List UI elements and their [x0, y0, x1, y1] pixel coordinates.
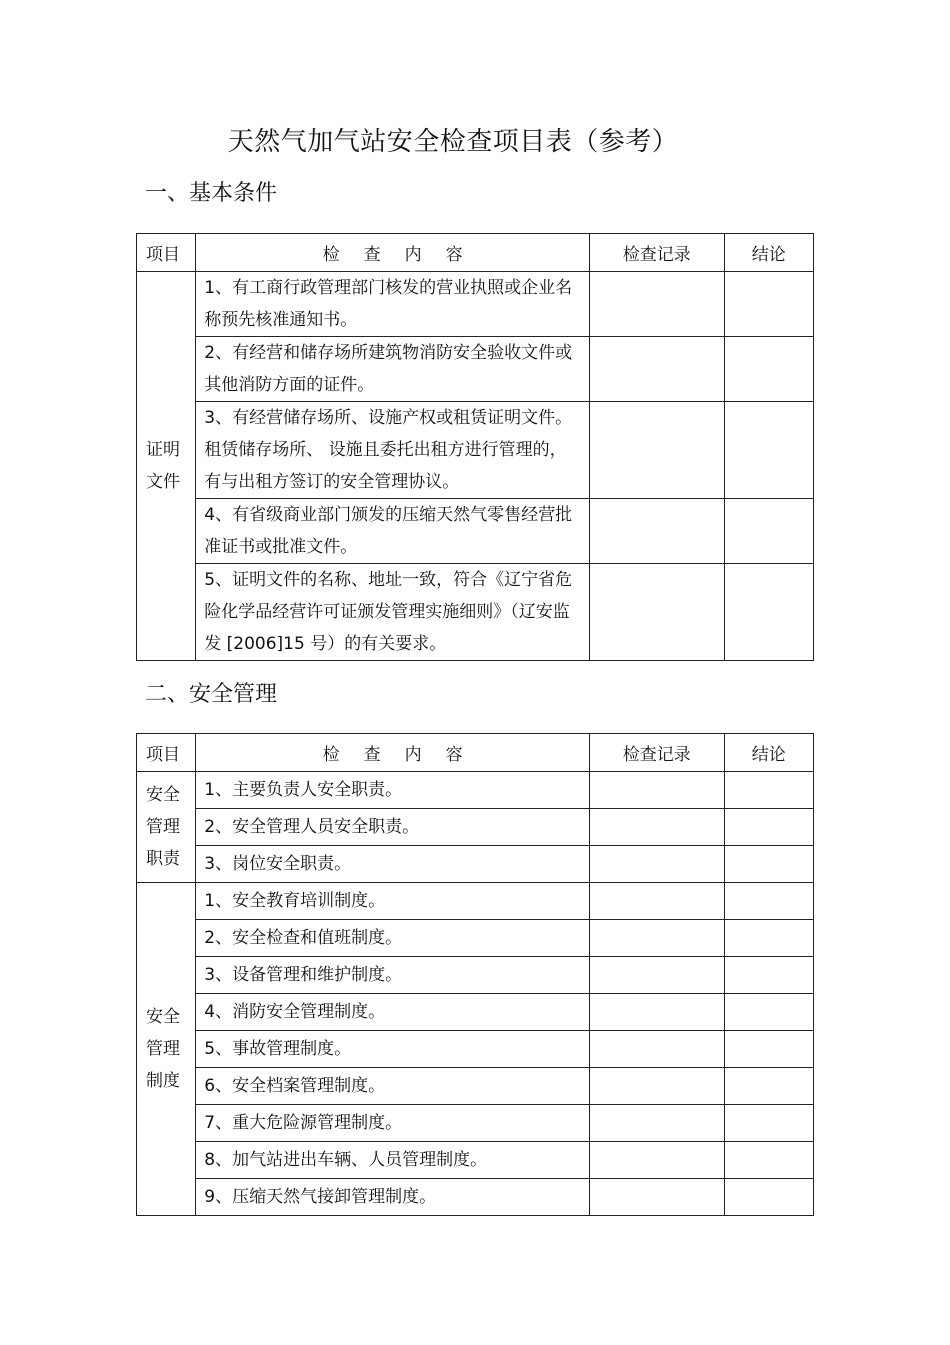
result-cell[interactable] — [724, 1142, 813, 1179]
record-cell[interactable] — [589, 272, 724, 337]
check-item-text: 3、设备管理和维护制度。 — [196, 957, 590, 994]
table-row — [137, 957, 814, 994]
check-item-text: 5、事故管理制度。 — [196, 1031, 590, 1068]
record-cell[interactable] — [589, 402, 724, 499]
record-cell[interactable] — [589, 1105, 724, 1142]
section-heading-safety-management: 二、安全管理 — [145, 682, 278, 707]
check-item-text: 9、压缩天然气接卸管理制度。 — [196, 1179, 590, 1216]
group-label-line: 安全 — [146, 1007, 180, 1027]
safety-management-table — [136, 733, 814, 1216]
column-header-content — [196, 234, 590, 272]
check-item-text: 8、加气站进出车辆、人员管理制度。 — [196, 1142, 590, 1179]
result-cell[interactable] — [724, 1179, 813, 1216]
table-row — [137, 883, 814, 920]
basic-conditions-table — [136, 233, 814, 661]
group-label-line: 制度 — [146, 1071, 180, 1091]
record-cell[interactable] — [589, 920, 724, 957]
check-item-text: 7、重大危险源管理制度。 — [196, 1105, 590, 1142]
column-header-record: 检查记录 — [589, 234, 724, 272]
document-title: 天然气加气站安全检查项目表（参考） — [227, 127, 679, 157]
table-row — [137, 1031, 814, 1068]
table-row — [137, 846, 814, 883]
check-item-text: 2、安全管理人员安全职责。 — [196, 809, 590, 846]
column-header-content-label: 检查内容 — [322, 745, 487, 765]
table-row — [137, 1142, 814, 1179]
table-row — [137, 920, 814, 957]
record-cell[interactable] — [589, 1031, 724, 1068]
table-row — [137, 994, 814, 1031]
record-cell[interactable] — [589, 772, 724, 809]
group-label-line: 管理 — [146, 1039, 180, 1059]
column-header-content-label: 检查内容 — [322, 245, 487, 265]
record-cell[interactable] — [589, 1068, 724, 1105]
column-header-result: 结论 — [724, 234, 813, 272]
record-cell[interactable] — [589, 846, 724, 883]
table-row — [137, 499, 814, 564]
group-label-line: 职责 — [146, 849, 180, 869]
group-label-line: 文件 — [146, 472, 180, 492]
check-item-text: 1、安全教育培训制度。 — [196, 883, 590, 920]
table-row — [137, 1105, 814, 1142]
group-label-line: 管理 — [146, 817, 180, 837]
column-header-result: 结论 — [724, 734, 813, 772]
result-cell[interactable] — [724, 1105, 813, 1142]
check-item-text: 3、岗位安全职责。 — [196, 846, 590, 883]
result-cell[interactable] — [724, 499, 813, 564]
table-row — [137, 1179, 814, 1216]
result-cell[interactable] — [724, 846, 813, 883]
result-cell[interactable] — [724, 564, 813, 661]
record-cell[interactable] — [589, 883, 724, 920]
result-cell[interactable] — [724, 272, 813, 337]
result-cell[interactable] — [724, 883, 813, 920]
result-cell[interactable] — [724, 772, 813, 809]
group-label-responsibilities — [137, 772, 196, 883]
check-item-text: 1、主要负责人安全职责。 — [196, 772, 590, 809]
check-item-text: 1、有工商行政管理部门核发的营业执照或企业名称预先核准通知书。 — [196, 272, 590, 337]
table-row — [137, 809, 814, 846]
record-cell[interactable] — [589, 564, 724, 661]
record-cell[interactable] — [589, 809, 724, 846]
table-header-row — [137, 734, 814, 772]
result-cell[interactable] — [724, 1068, 813, 1105]
check-item-text: 2、安全检查和值班制度。 — [196, 920, 590, 957]
record-cell[interactable] — [589, 994, 724, 1031]
table-row — [137, 772, 814, 809]
check-item-text: 3、有经营储存场所、设施产权或租赁证明文件。租赁储存场所、 设施且委托出租方进行管理的，有与出租方签订的安全管理协议。 — [196, 402, 590, 499]
check-item-text: 4、有省级商业部门颁发的压缩天然气零售经营批准证书或批准文件。 — [196, 499, 590, 564]
result-cell[interactable] — [724, 337, 813, 402]
record-cell[interactable] — [589, 957, 724, 994]
table-row — [137, 564, 814, 661]
check-item-text: 2、有经营和储存场所建筑物消防安全验收文件或其他消防方面的证件。 — [196, 337, 590, 402]
column-header-content — [196, 734, 590, 772]
check-item-text: 6、安全档案管理制度。 — [196, 1068, 590, 1105]
check-item-text: 5、证明文件的名称、地址一致，符合《辽宁省危险化学品经营许可证颁发管理实施细则》（辽安监发 [2006]15 号）的有关要求。 — [196, 564, 590, 661]
record-cell[interactable] — [589, 499, 724, 564]
column-header-record: 检查记录 — [589, 734, 724, 772]
result-cell[interactable] — [724, 920, 813, 957]
result-cell[interactable] — [724, 1031, 813, 1068]
check-item-text: 4、消防安全管理制度。 — [196, 994, 590, 1031]
record-cell[interactable] — [589, 337, 724, 402]
result-cell[interactable] — [724, 994, 813, 1031]
column-header-item: 项目 — [137, 234, 196, 272]
record-cell[interactable] — [589, 1142, 724, 1179]
group-label-regulations — [137, 883, 196, 1216]
table-row — [137, 402, 814, 499]
result-cell[interactable] — [724, 402, 813, 499]
section-heading-basic-conditions: 一、基本条件 — [145, 181, 278, 206]
table-row — [137, 337, 814, 402]
column-header-item: 项目 — [137, 734, 196, 772]
record-cell[interactable] — [589, 1179, 724, 1216]
table-header-row — [137, 234, 814, 272]
group-label-line: 安全 — [146, 785, 180, 805]
result-cell[interactable] — [724, 957, 813, 994]
group-label-line: 证明 — [146, 440, 180, 460]
table-row — [137, 1068, 814, 1105]
result-cell[interactable] — [724, 809, 813, 846]
table-row — [137, 272, 814, 337]
group-label-certificates — [137, 272, 196, 661]
